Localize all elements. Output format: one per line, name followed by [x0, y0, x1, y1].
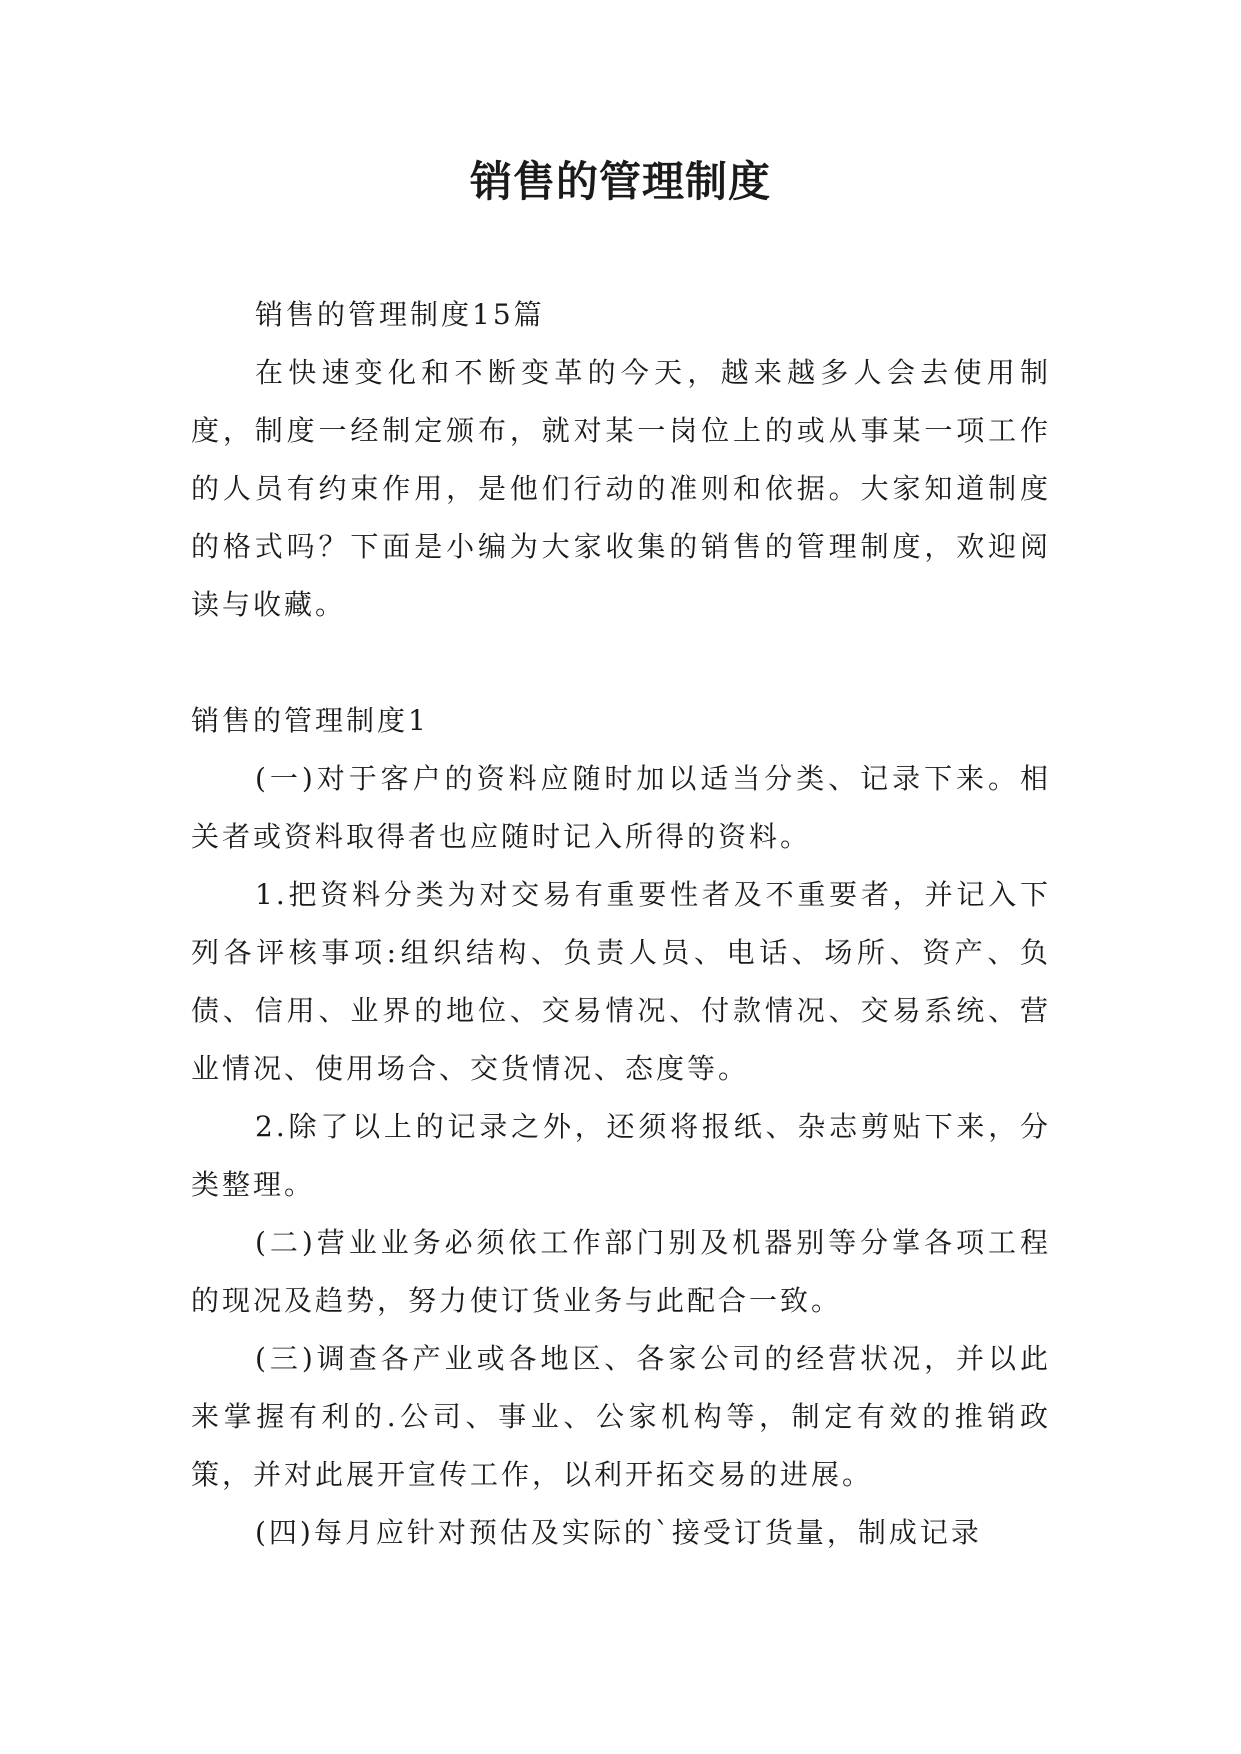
section-heading: 销售的管理制度1: [191, 704, 429, 737]
body-paragraph: (一)对于客户的资料应随时加以适当分类、记录下来。相关者或资料取得者也应随时记入所得的资料。: [191, 762, 1051, 853]
document-subtitle: 销售的管理制度15篇: [255, 298, 545, 331]
body-paragraph: (三)调查各产业或各地区、各家公司的经营状况，并以此来掌握有利的.公司、事业、公家机构等，制定有效的推销政策，并对此展开宣传工作，以利开拓交易的进展。: [191, 1342, 1051, 1491]
section-spacer: [191, 634, 1051, 692]
body-paragraph: 1.把资料分类为对交易有重要性者及不重要者，并记入下列各评核事项:组织结构、负责人员、电话、场所、资产、负债、信用、业界的地位、交易情况、付款情况、交易系统、营业情况、使用场合、交货情况、态度等。: [191, 878, 1051, 1085]
document-title: 销售的管理制度: [469, 157, 771, 206]
body-paragraph: (二)营业业务必须依工作部门别及机器别等分掌各项工程的现况及趋势，努力使订货业务与此配合一致。: [191, 1226, 1051, 1317]
intro-paragraph: 在快速变化和不断变革的今天，越来越多人会去使用制度，制度一经制定颁布，就对某一岗位上的或从事某一项工作的人员有约束作用，是他们行动的准则和依据。大家知道制度的格式吗？下面是小编为大家收集的销售的管理制度，欢迎阅读与收藏。: [191, 356, 1051, 621]
document-body: [191, 286, 1051, 1562]
body-paragraph: 2.除了以上的记录之外，还须将报纸、杂志剪贴下来，分类整理。: [191, 1110, 1051, 1201]
body-paragraph: (四)每月应针对预估及实际的`接受订货量，制成记录: [255, 1516, 982, 1549]
